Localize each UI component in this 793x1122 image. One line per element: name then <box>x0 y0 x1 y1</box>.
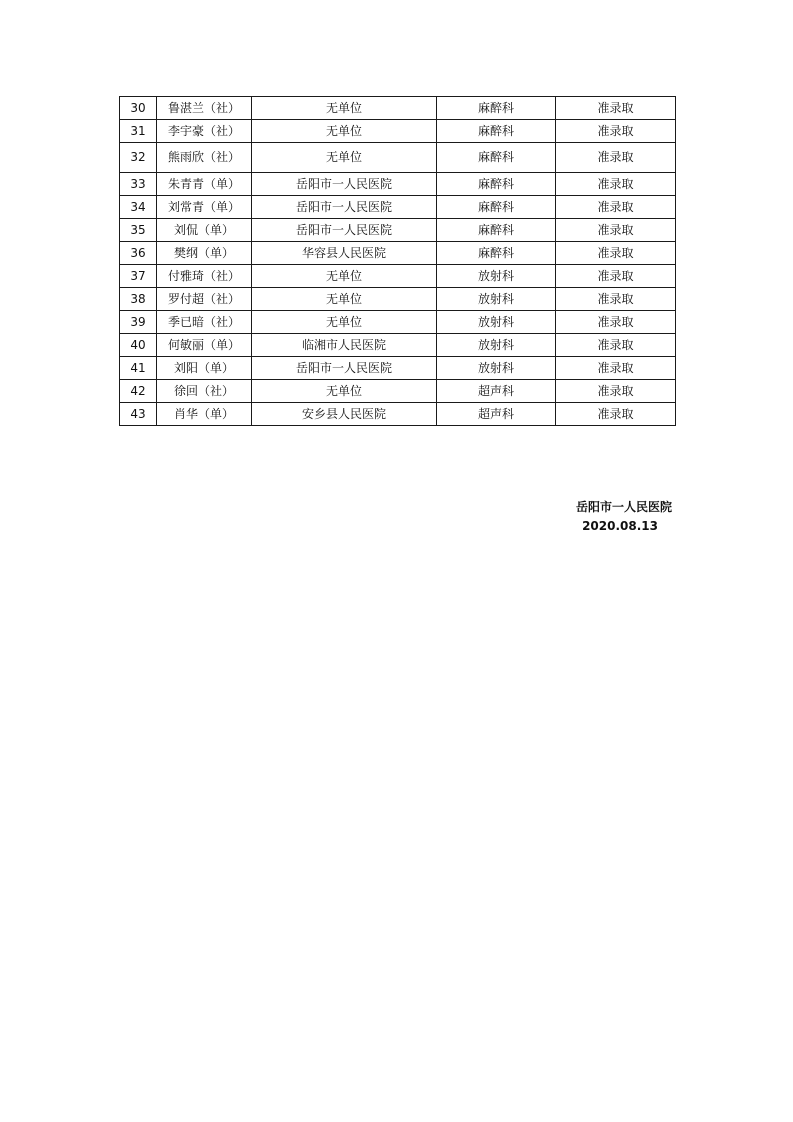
unit-cell: 岳阳市一人民医院 <box>252 173 437 196</box>
unit-cell: 无单位 <box>252 288 437 311</box>
table-row <box>120 242 676 265</box>
result-cell: 准录取 <box>556 143 676 173</box>
table-row <box>120 380 676 403</box>
unit-cell: 无单位 <box>252 120 437 143</box>
signing-date: 2020.08.13 <box>582 519 658 533</box>
row-number-cell: 43 <box>120 403 157 426</box>
department-cell: 麻醉科 <box>437 242 556 265</box>
department-cell: 放射科 <box>437 311 556 334</box>
result-cell: 准录取 <box>556 219 676 242</box>
signing-organization: 岳阳市一人民医院 <box>575 500 672 514</box>
table-row <box>120 173 676 196</box>
department-cell: 超声科 <box>437 403 556 426</box>
unit-cell: 华容县人民医院 <box>252 242 437 265</box>
department-cell: 麻醉科 <box>437 173 556 196</box>
name-cell: 肖华（单） <box>157 403 252 426</box>
name-cell: 熊雨欣（社） <box>157 143 252 173</box>
admission-table <box>119 96 676 426</box>
department-cell: 麻醉科 <box>437 219 556 242</box>
table-row <box>120 311 676 334</box>
result-cell: 准录取 <box>556 97 676 120</box>
result-cell: 准录取 <box>556 357 676 380</box>
row-number-cell: 38 <box>120 288 157 311</box>
result-cell: 准录取 <box>556 403 676 426</box>
name-cell: 徐回（社） <box>157 380 252 403</box>
table-row <box>120 196 676 219</box>
row-number-cell: 33 <box>120 173 157 196</box>
name-cell: 刘常青（单） <box>157 196 252 219</box>
row-number-cell: 39 <box>120 311 157 334</box>
table-row <box>120 120 676 143</box>
name-cell: 季已暗（社） <box>157 311 252 334</box>
result-cell: 准录取 <box>556 265 676 288</box>
row-number-cell: 42 <box>120 380 157 403</box>
name-cell: 刘阳（单） <box>157 357 252 380</box>
result-cell: 准录取 <box>556 173 676 196</box>
unit-cell: 无单位 <box>252 97 437 120</box>
result-cell: 准录取 <box>556 196 676 219</box>
unit-cell: 安乡县人民医院 <box>252 403 437 426</box>
row-number-cell: 37 <box>120 265 157 288</box>
row-number-cell: 40 <box>120 334 157 357</box>
name-cell: 罗付超（社） <box>157 288 252 311</box>
department-cell: 麻醉科 <box>437 143 556 173</box>
unit-cell: 无单位 <box>252 265 437 288</box>
row-number-cell: 31 <box>120 120 157 143</box>
name-cell: 付雅琦（社） <box>157 265 252 288</box>
table-row <box>120 143 676 173</box>
table-row <box>120 357 676 380</box>
table-row <box>120 403 676 426</box>
result-cell: 准录取 <box>556 380 676 403</box>
name-cell: 李宇豪（社） <box>157 120 252 143</box>
result-cell: 准录取 <box>556 288 676 311</box>
unit-cell: 临湘市人民医院 <box>252 334 437 357</box>
row-number-cell: 41 <box>120 357 157 380</box>
row-number-cell: 36 <box>120 242 157 265</box>
name-cell: 何敏丽（单） <box>157 334 252 357</box>
row-number-cell: 30 <box>120 97 157 120</box>
department-cell: 超声科 <box>437 380 556 403</box>
department-cell: 麻醉科 <box>437 196 556 219</box>
department-cell: 麻醉科 <box>437 97 556 120</box>
department-cell: 麻醉科 <box>437 120 556 143</box>
result-cell: 准录取 <box>556 120 676 143</box>
result-cell: 准录取 <box>556 311 676 334</box>
department-cell: 放射科 <box>437 288 556 311</box>
name-cell: 鲁湛兰（社） <box>157 97 252 120</box>
name-cell: 樊纲（单） <box>157 242 252 265</box>
result-cell: 准录取 <box>556 242 676 265</box>
row-number-cell: 32 <box>120 143 157 173</box>
department-cell: 放射科 <box>437 357 556 380</box>
row-number-cell: 34 <box>120 196 157 219</box>
table-row <box>120 334 676 357</box>
signature-block <box>576 498 672 536</box>
unit-cell: 无单位 <box>252 143 437 173</box>
row-number-cell: 35 <box>120 219 157 242</box>
unit-cell: 岳阳市一人民医院 <box>252 196 437 219</box>
department-cell: 放射科 <box>437 265 556 288</box>
result-cell: 准录取 <box>556 334 676 357</box>
table-row <box>120 265 676 288</box>
name-cell: 朱青青（单） <box>157 173 252 196</box>
unit-cell: 无单位 <box>252 311 437 334</box>
unit-cell: 无单位 <box>252 380 437 403</box>
unit-cell: 岳阳市一人民医院 <box>252 357 437 380</box>
table-row <box>120 97 676 120</box>
table-row <box>120 219 676 242</box>
name-cell: 刘侃（单） <box>157 219 252 242</box>
unit-cell: 岳阳市一人民医院 <box>252 219 437 242</box>
table-row <box>120 288 676 311</box>
department-cell: 放射科 <box>437 334 556 357</box>
